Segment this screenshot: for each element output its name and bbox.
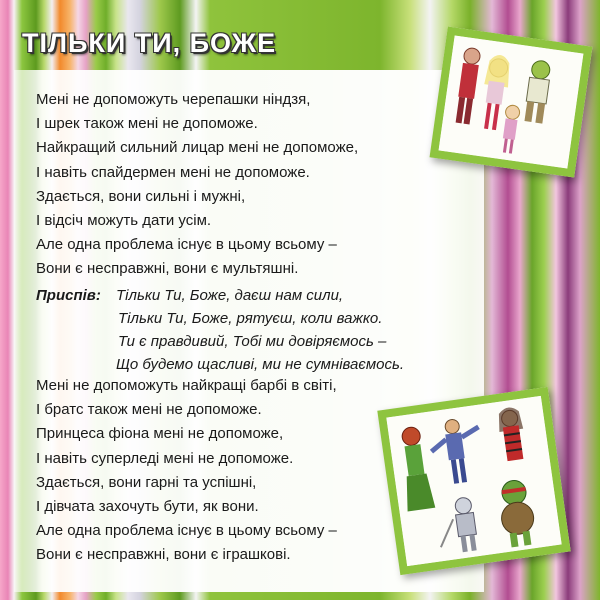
verse-line: І шрек також мені не допоможе. bbox=[36, 115, 258, 133]
verse-line: І навіть спайдермен мені не допоможе. bbox=[36, 163, 310, 181]
song-title: ТІЛЬКИ ТИ, БОЖЕ bbox=[22, 28, 277, 58]
verse-line: І навіть суперледі мені не допоможе. bbox=[36, 449, 294, 467]
chorus-line: Тільки Ти, Боже, рятуєш, коли важко. bbox=[118, 310, 383, 327]
verse-line: Здається, вони гарні та успішні, bbox=[36, 473, 257, 491]
verse-line: Вони є несправжні, вони є мультяшні. bbox=[36, 260, 299, 278]
verse-line: І відсіч можуть дати усім. bbox=[36, 212, 212, 230]
chorus-line: Що будемо щасливі, ми не сумніваємось. bbox=[116, 356, 405, 373]
verse-line: Принцеса фіона мені не допоможе, bbox=[36, 425, 284, 443]
cartoon-drawing-picture bbox=[430, 26, 593, 177]
toys-drawing-picture bbox=[377, 387, 570, 575]
chorus-lines bbox=[116, 284, 404, 376]
verse-2 bbox=[36, 374, 337, 568]
verse-line: Здається, вони сильні і мужні, bbox=[36, 187, 246, 205]
verse-line: Вони є несправжні, вони є іграшкові. bbox=[36, 546, 291, 564]
chorus-label: Приспів: bbox=[36, 287, 101, 304]
verse-line: Мені не допоможуть черепашки ніндзя, bbox=[36, 91, 311, 108]
verse-1 bbox=[36, 88, 358, 282]
toys-characters-drawing bbox=[386, 396, 561, 566]
verse-line: Але одна проблема існує в цьому всьому – bbox=[36, 522, 337, 540]
verse-line: Мені не допоможуть найкращі барбі в світі, bbox=[36, 377, 337, 394]
chorus-line: Ти є правдивий, Тобі ми довіряємось – bbox=[118, 333, 387, 350]
verse-line: Але одна проблема існує в цьому всьому – bbox=[36, 236, 337, 254]
verse-line: І дівчата захочуть бути, як вони. bbox=[36, 498, 259, 516]
verse-line: І братс також мені не допоможе. bbox=[36, 401, 262, 419]
verse-line: Найкращий сильний лицар мені не допоможе, bbox=[36, 139, 359, 157]
cartoon-characters-drawing bbox=[439, 36, 584, 169]
chorus-line: Тільки Ти, Боже, даєш нам сили, bbox=[116, 287, 344, 304]
